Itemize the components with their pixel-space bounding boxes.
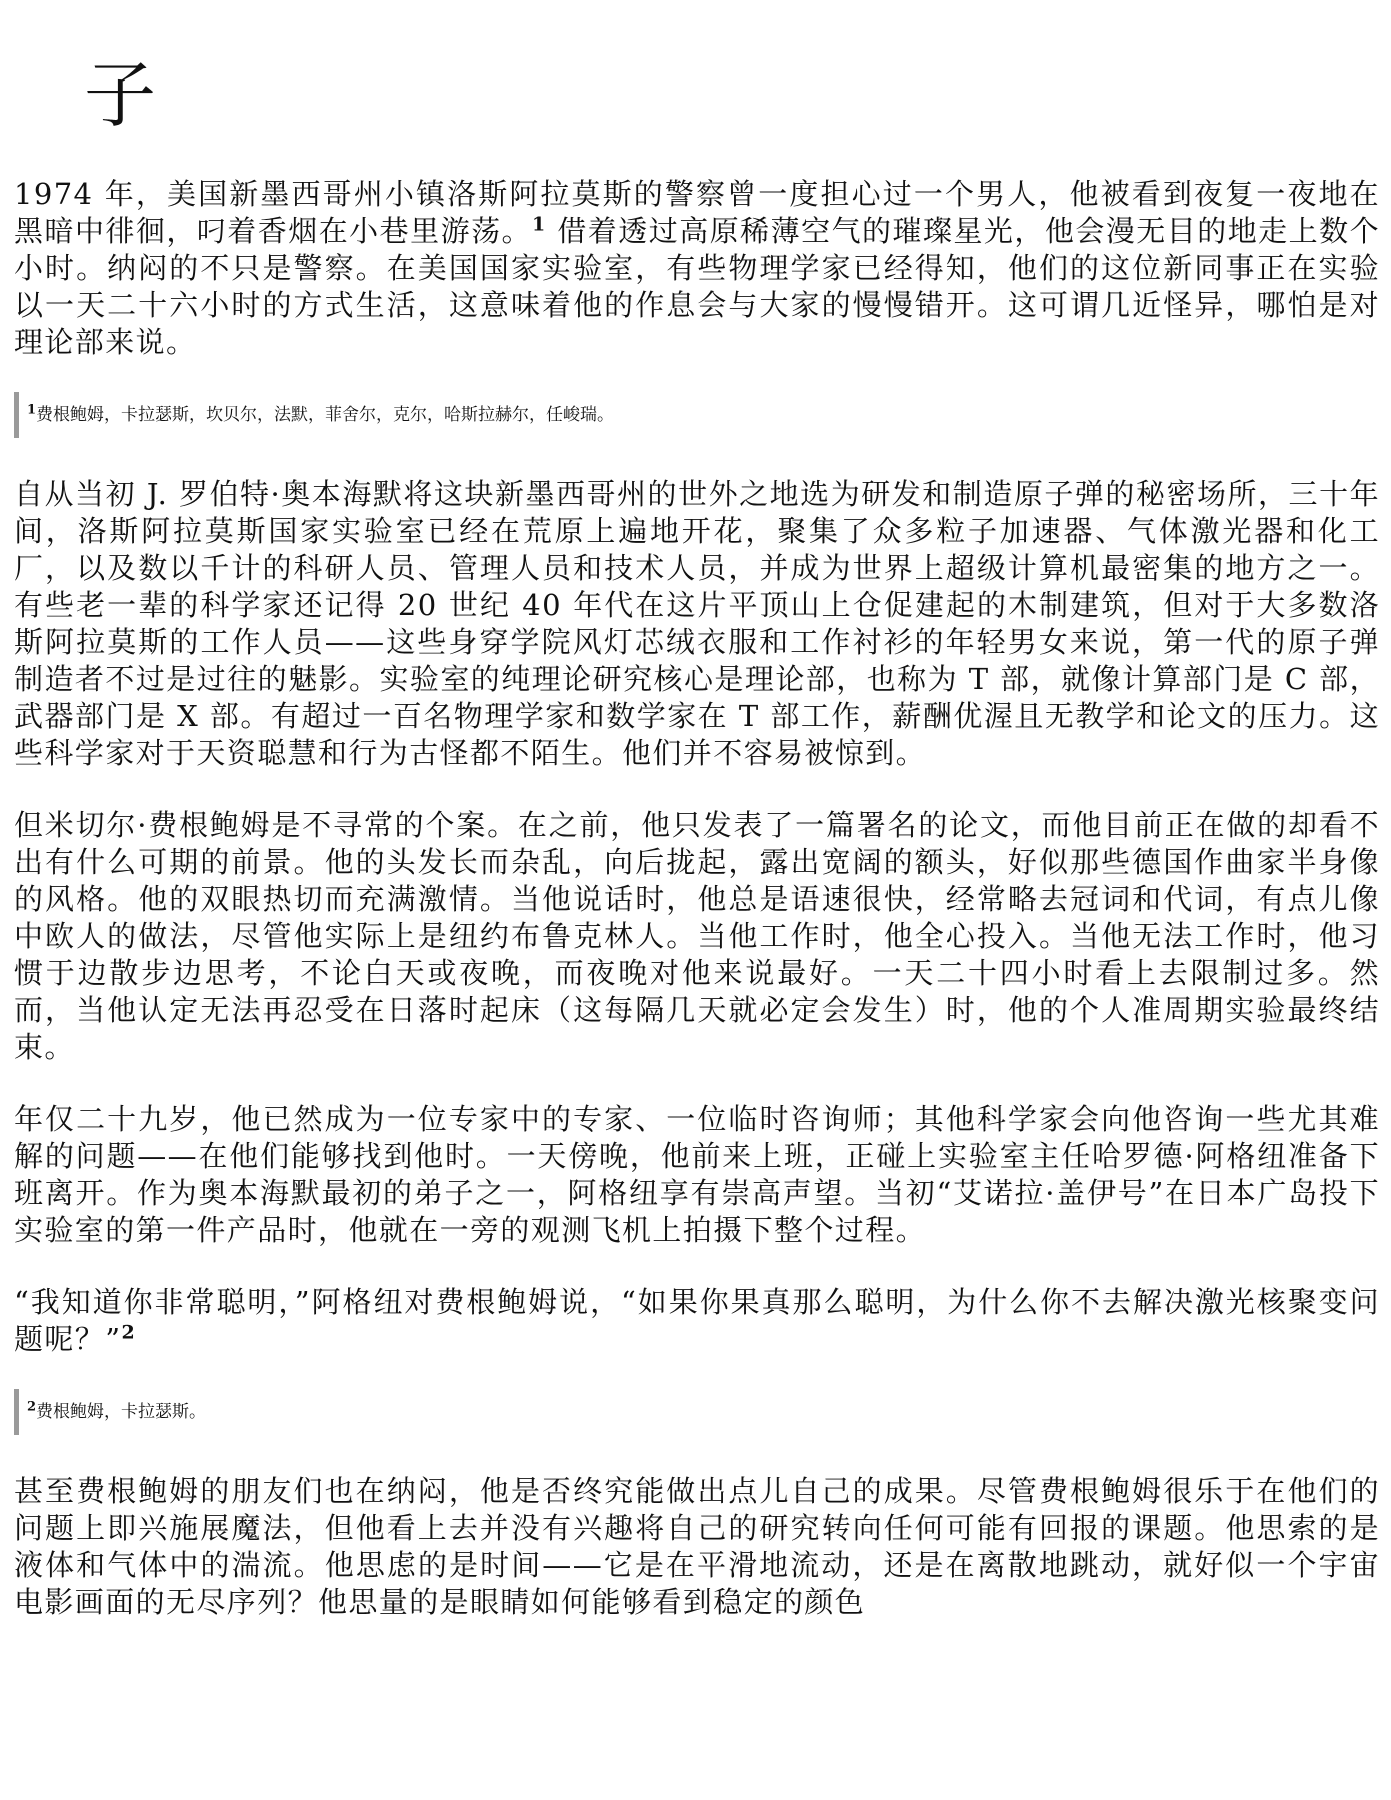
body-content <box>14 176 1380 1656</box>
footnote-ref[interactable]: 2 <box>121 1321 137 1344</box>
paragraph-text: 但米切尔·费根鲍姆是不寻常的个案。在之前，他只发表了一篇署名的论文，而他目前正在做的却看不出有什么可期的前景。他的头发长而杂乱，向后拢起，露出宽阔的额头，好似那些德国作曲家半身像的风格。他的双眼热切而充满激情。当他说话时，他总是语速很快，经常略去冠词和代词，有点儿像中欧人的做法，尽管他实际上是纽约布鲁克林人。当他工作时，他全心投入。当他无法工作时，他习惯于边散步边思考，不论白天或夜晚，而夜晚对他来说最好。一天二十四小时看上去限制过多。然而，当他认定无法再忍受在日落时起床（这每隔几天就必定会发生）时，他的个人准周期实验最终结束。 <box>14 808 1380 1064</box>
paragraph <box>14 1101 1380 1249</box>
footnote-number: 1 <box>27 402 37 418</box>
paragraph <box>14 807 1380 1066</box>
paragraph-text: 1974 年，美国新墨西哥州小镇洛斯阿拉莫斯的警察曾一度担心过一个男人，他被看到夜复一夜地在黑暗中徘徊，叼着香烟在小巷里游荡。 <box>14 177 1380 248</box>
paragraph <box>14 176 1380 361</box>
footnote-text: 费根鲍姆，卡拉瑟斯。 <box>36 1402 207 1422</box>
paragraph <box>14 476 1380 772</box>
paragraph-text: “我知道你非常聪明，”阿格纽对费根鲍姆说，“如果你果真那么聪明，为什么你不去解决激光核聚变问题呢？” <box>14 1285 1380 1356</box>
paragraph-text: 自从当初 J. 罗伯特·奥本海默将这块新墨西哥州的世外之地选为研发和制造原子弹的秘密场所，三十年间，洛斯阿拉莫斯国家实验室已经在荒原上遍地开花，聚集了众多粒子加速器、气体激光器和化工厂，以及数以千计的科研人员、管理人员和技术人员，并成为世界上超级计算机最密集的地方之一。有些老一辈的科学家还记得 20 世纪 40 年代在这片平顶山上仓促建起的木制建筑，但对于大多数洛斯阿拉莫斯的工作人员——这些身穿学院风灯芯绒衣服和工作衬衫的年轻男女来说，第一代的原子弹制造者不过是过往的魅影。实验室的纯理论研究核心是理论部，也称为 T 部，就像计算部门是 C 部，武器部门是 X 部。有超过一百名物理学家和数学家在 T 部工作，薪酬优渥且无教学和论文的压力。这些科学家对于天资聪慧和行为古怪都不陌生。他们并不容易被惊到。 <box>14 477 1380 770</box>
footnote-number: 2 <box>27 1399 37 1415</box>
paragraph <box>14 1284 1380 1358</box>
paragraph-text: 甚至费根鲍姆的朋友们也在纳闷，他是否终究能做出点儿自己的成果。尽管费根鲍姆很乐于在他们的问题上即兴施展魔法，但他看上去并没有兴趣将自己的研究转向任何可能有回报的课题。他思索的是液体和气体中的湍流。他思虑的是时间——它是在平滑地流动，还是在离散地跳动，就好似一个宇宙电影画面的无尽序列？他思量的是眼睛如何能够看到稳定的颜色 <box>14 1474 1380 1619</box>
paragraph-text: 借着透过高原稀薄空气的璀璨星光，他会漫无目的地走上数个小时。纳闷的不只是警察。在美国国家实验室，有些物理学家已经得知，他们的这位新同事正在实验以一天二十六小时的方式生活，这意味着他的作息会与大家的慢慢错开。这可谓几近怪异，哪怕是对理论部来说。 <box>14 214 1380 359</box>
chapter-heading: 子 <box>84 53 157 137</box>
paragraph-text: 年仅二十九岁，他已然成为一位专家中的专家、一位临时咨询师；其他科学家会向他咨询一些尤其难解的问题——在他们能够找到他时。一天傍晚，他前来上班，正碰上实验室主任哈罗德·阿格纽准备下班离开。作为奥本海默最初的弟子之一，阿格纽享有崇高声望。当初“艾诺拉·盖伊号”在日本广岛投下实验室的第一件产品时，他就在一旁的观测飞机上拍摄下整个过程。 <box>14 1102 1380 1247</box>
footnote-ref[interactable]: 1 <box>532 213 547 236</box>
footnote-text: 费根鲍姆，卡拉瑟斯，坎贝尔，法默，菲舍尔，克尔，哈斯拉赫尔，任峻瑞。 <box>36 405 615 425</box>
footnote <box>14 392 1380 438</box>
paragraph <box>14 1473 1380 1621</box>
footnote <box>14 1389 1380 1435</box>
